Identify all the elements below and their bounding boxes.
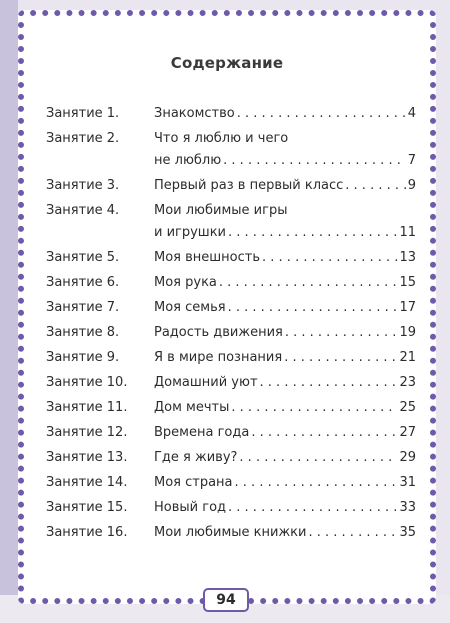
page-ref: 31 [399, 475, 416, 490]
toc-entry [46, 425, 416, 450]
page-ref: 4 [407, 106, 416, 121]
lesson-topic: Мои любимые игры [154, 203, 288, 218]
dot-leader [308, 525, 397, 540]
toc-entry [46, 375, 416, 400]
dot-leader [260, 375, 398, 390]
page-ref: 29 [399, 450, 416, 465]
toc-leader-line [154, 300, 416, 315]
toc-leader-line [154, 475, 416, 490]
lesson-number: Занятие 8. [46, 325, 120, 340]
toc-entry [46, 350, 416, 375]
toc-entry [46, 275, 416, 300]
toc-leader-line [154, 325, 416, 340]
lesson-number: Занятие 6. [46, 275, 120, 290]
page-ref: 27 [399, 425, 416, 440]
dot-leader [228, 300, 398, 315]
table-of-contents [46, 106, 416, 550]
lesson-topic: Времена года [154, 425, 250, 440]
toc-entry [46, 500, 416, 525]
lesson-number: Занятие 9. [46, 350, 120, 365]
lesson-topic: Что я люблю и чего [154, 131, 289, 146]
toc-leader-line [154, 225, 416, 240]
toc-entry [46, 325, 416, 350]
lesson-topic: Новый год [154, 500, 227, 515]
page-ref: 19 [399, 325, 416, 340]
lesson-topic: Радость движения [154, 325, 283, 340]
side-strip [0, 0, 18, 623]
page-number: 94 [203, 588, 249, 612]
dot-leader [237, 106, 406, 121]
lesson-topic: Домашний уют [154, 375, 258, 390]
toc-leader-line [154, 525, 416, 540]
toc-leader-line [154, 106, 416, 121]
toc-leader-line [154, 450, 416, 465]
lesson-number: Занятие 4. [46, 203, 120, 218]
toc-entry [46, 475, 416, 500]
page-ref: 33 [399, 500, 416, 515]
toc-entry [46, 106, 416, 131]
lesson-topic: Где я живу? [154, 450, 238, 465]
dot-leader [219, 275, 398, 290]
toc-entry [46, 300, 416, 325]
lesson-number: Занятие 15. [46, 500, 128, 515]
lesson-topic: не люблю [154, 153, 222, 168]
page-ref: 17 [399, 300, 416, 315]
lesson-number: Занятие 10. [46, 375, 128, 390]
page-ref: 11 [399, 225, 416, 240]
page-ref: 21 [399, 350, 416, 365]
dot-leader [345, 178, 405, 193]
toc-entry [46, 203, 416, 250]
toc-leader-line [154, 178, 416, 193]
lesson-topic: Я в мире познания [154, 350, 283, 365]
toc-leader-line [154, 153, 416, 168]
dot-leader [262, 250, 397, 265]
toc-leader-line [154, 400, 416, 415]
page-title: Содержание [170, 54, 284, 72]
lesson-number: Занятие 11. [46, 400, 128, 415]
dot-leader [251, 425, 397, 440]
lesson-number: Занятие 2. [46, 131, 120, 146]
toc-entry [46, 525, 416, 550]
dot-leader [231, 400, 397, 415]
lesson-number: Занятие 14. [46, 475, 128, 490]
lesson-topic: Дом мечты [154, 400, 230, 415]
contents-page [18, 10, 436, 604]
lesson-topic: и игрушки [154, 225, 227, 240]
dot-leader [228, 225, 397, 240]
toc-entry [46, 450, 416, 475]
lesson-number: Занятие 12. [46, 425, 128, 440]
lesson-number: Занятие 16. [46, 525, 128, 540]
toc-leader-line [154, 500, 416, 515]
dot-leader [284, 350, 397, 365]
dot-leader [285, 325, 398, 340]
toc-leader-line [154, 275, 416, 290]
lesson-topic: Знакомство [154, 106, 235, 121]
toc-leader-line [154, 250, 416, 265]
lesson-number: Занятие 1. [46, 106, 120, 121]
toc-entry [46, 250, 416, 275]
dot-leader [235, 475, 398, 490]
dot-leader [223, 153, 406, 168]
lesson-topic: Моя рука [154, 275, 217, 290]
page-ref: 23 [399, 375, 416, 390]
lesson-number: Занятие 5. [46, 250, 120, 265]
page-ref: 13 [399, 250, 416, 265]
lesson-topic: Моя страна [154, 475, 233, 490]
toc-entry [46, 131, 416, 178]
toc-leader-line [154, 350, 416, 365]
page-ref: 9 [407, 178, 416, 193]
page-ref: 7 [407, 153, 416, 168]
dot-leader [228, 500, 397, 515]
lesson-number: Занятие 3. [46, 178, 120, 193]
toc-entry [46, 178, 416, 203]
lesson-topic: Первый раз в первый класс [154, 178, 344, 193]
lesson-topic: Моя внешность [154, 250, 261, 265]
page-ref: 25 [399, 400, 416, 415]
toc-entry [46, 400, 416, 425]
page-ref: 35 [399, 525, 416, 540]
toc-leader-line [154, 425, 416, 440]
toc-leader-line [154, 375, 416, 390]
lesson-number: Занятие 7. [46, 300, 120, 315]
lesson-topic: Моя семья [154, 300, 226, 315]
page-ref: 15 [399, 275, 416, 290]
lesson-number: Занятие 13. [46, 450, 128, 465]
lesson-topic: Мои любимые книжки [154, 525, 307, 540]
dot-leader [239, 450, 397, 465]
